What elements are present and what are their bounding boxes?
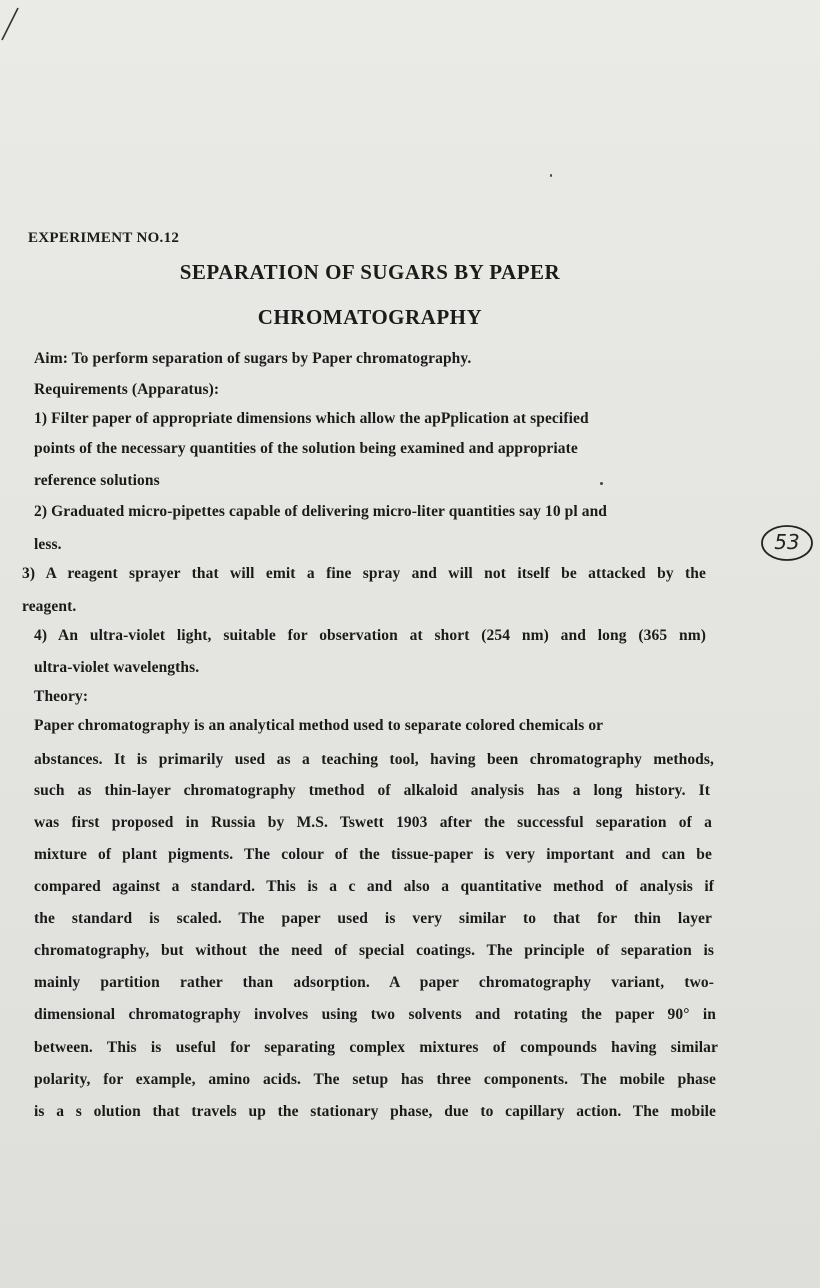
page-title-line-2: CHROMATOGRAPHY bbox=[257, 305, 483, 329]
requirement-1-line-1: 1) Filter paper of appropriate dimensions which allow the apPplication at specified bbox=[34, 410, 589, 427]
requirement-4-line-2: ultra-violet wavelengths. bbox=[34, 659, 200, 676]
aim-statement: Aim: To perform separation of sugars by Paper chromatography. bbox=[34, 350, 472, 367]
theory-line: dimensional chromatography involves using two solvents and rotating the paper 90° in bbox=[34, 1006, 716, 1023]
requirement-1-line-2: points of the necessary quantities of the solution being examined and appropriate bbox=[34, 440, 578, 457]
page-title-line-1: SEPARATION OF SUGARS BY PAPER bbox=[179, 260, 561, 284]
theory-line: the standard is scaled. The paper used is very similar to that for thin layer bbox=[34, 910, 712, 927]
theory-line: Paper chromatography is an analytical method used to separate colored chemicals or bbox=[34, 717, 604, 734]
theory-line: was first proposed in Russia by M.S. Tswett 1903 after the successful separation of a bbox=[34, 814, 712, 831]
requirements-heading: Requirements (Apparatus): bbox=[34, 381, 220, 398]
handwritten-page-number bbox=[759, 523, 815, 563]
ink-speck bbox=[600, 482, 603, 485]
theory-heading: Theory: bbox=[34, 688, 89, 705]
requirement-3-line-2: reagent. bbox=[22, 598, 77, 615]
theory-line: mixture of plant pigments. The colour of the tissue-paper is very important and can be bbox=[34, 846, 712, 863]
theory-line: chromatography, but without the need of special coatings. The principle of separation is bbox=[34, 942, 714, 959]
page-number-text: 53 bbox=[774, 530, 800, 554]
requirement-1-line-3: reference solutions bbox=[34, 472, 160, 489]
theory-line: is a s olution that travels up the stationary phase, due to capillary action. The mobile bbox=[34, 1103, 716, 1120]
requirement-2-line-1: 2) Graduated micro-pipettes capable of delivering micro-liter quantities say 10 pl and bbox=[34, 503, 608, 520]
theory-line: such as thin-layer chromatography tmethod of alkaloid analysis has a long history. It bbox=[34, 782, 710, 799]
requirement-2-line-2: less. bbox=[34, 536, 62, 553]
theory-line: compared against a standard. This is a c and also a quantitative method of analysis if bbox=[34, 878, 714, 895]
experiment-number: EXPERIMENT NO.12 bbox=[28, 230, 180, 246]
theory-line: mainly partition rather than adsorption. A paper chromatography variant, two- bbox=[34, 974, 714, 991]
theory-line: abstances. It is primarily used as a teaching tool, having been chromatography methods, bbox=[34, 751, 714, 768]
requirement-4-line-1: 4) An ultra-violet light, suitable for observation at short (254 nm) and long (365 nm) bbox=[34, 627, 706, 644]
ink-speck bbox=[550, 174, 552, 177]
pen-stroke-mark bbox=[0, 0, 40, 50]
requirement-3-line-1: 3) A reagent sprayer that will emit a fine spray and will not itself be attacked by the bbox=[22, 565, 706, 582]
theory-line: polarity, for example, amino acids. The setup has three components. The mobile phase bbox=[34, 1071, 716, 1088]
theory-line: between. This is useful for separating complex mixtures of compounds having similar bbox=[34, 1039, 718, 1056]
